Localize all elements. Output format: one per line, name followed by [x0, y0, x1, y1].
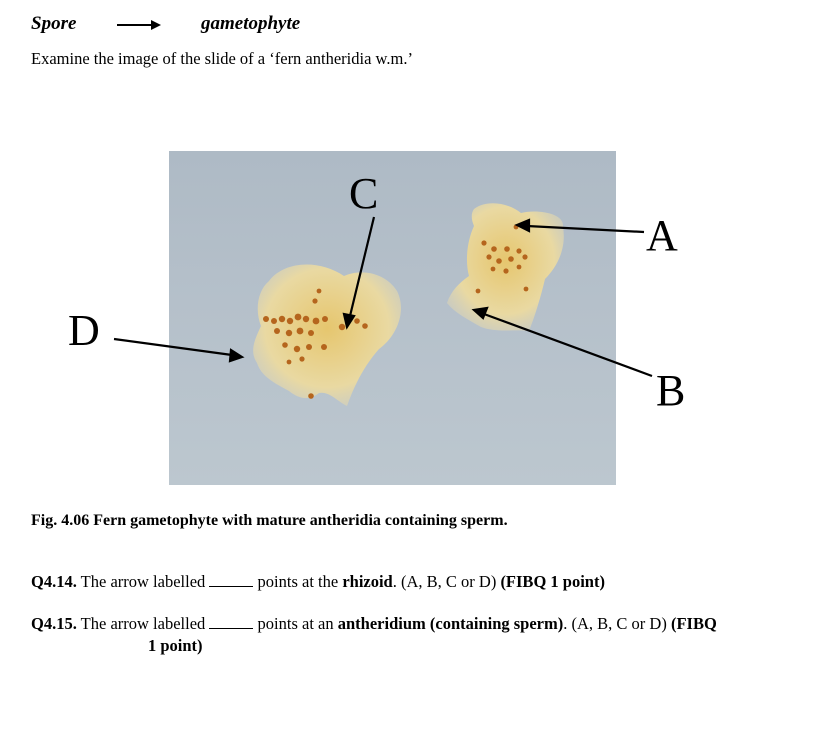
arrow-b-head — [474, 308, 487, 318]
question-number: Q4.15. — [31, 614, 77, 633]
label-a: A — [646, 211, 678, 260]
question-points: (FIBQ — [670, 614, 717, 633]
question-number: Q4.14. — [31, 572, 77, 591]
arrow-b — [484, 314, 652, 376]
figure-caption: Fig. 4.06 Fern gametophyte with mature antheridia containing sperm. — [31, 512, 508, 529]
question-keyword: antheridium (containing sperm) — [337, 614, 564, 633]
arrow-a — [527, 226, 644, 232]
label-c: C — [349, 169, 379, 218]
heading-gametophyte: gametophyte — [201, 13, 301, 34]
instruction-text: Examine the image of the slide of a ‘fern antheridia w.m.’ — [31, 49, 413, 68]
label-d: D — [68, 306, 100, 355]
arrow-a-head — [517, 220, 529, 231]
heading-spore: Spore — [31, 13, 77, 34]
answer-blank-4-14[interactable] — [209, 585, 253, 587]
arrow-d-head — [230, 350, 242, 361]
question-points-continued: 1 point) — [148, 636, 203, 655]
question-4-15: Q4.15. The arrow labelled points at an antheridium (containing sperm). (A, B, C or D) (FIBQ — [31, 614, 717, 633]
answer-blank-4-15[interactable] — [209, 627, 253, 629]
arrow-d — [114, 339, 232, 355]
question-points: (FIBQ 1 point) — [500, 572, 605, 591]
label-b: B — [656, 366, 686, 415]
arrow-c — [350, 217, 374, 316]
question-4-14: Q4.14. The arrow labelled points at the rhizoid. (A, B, C or D) (FIBQ 1 point) — [31, 572, 605, 591]
question-keyword: rhizoid — [342, 572, 393, 591]
arrow-c-head — [344, 314, 354, 327]
